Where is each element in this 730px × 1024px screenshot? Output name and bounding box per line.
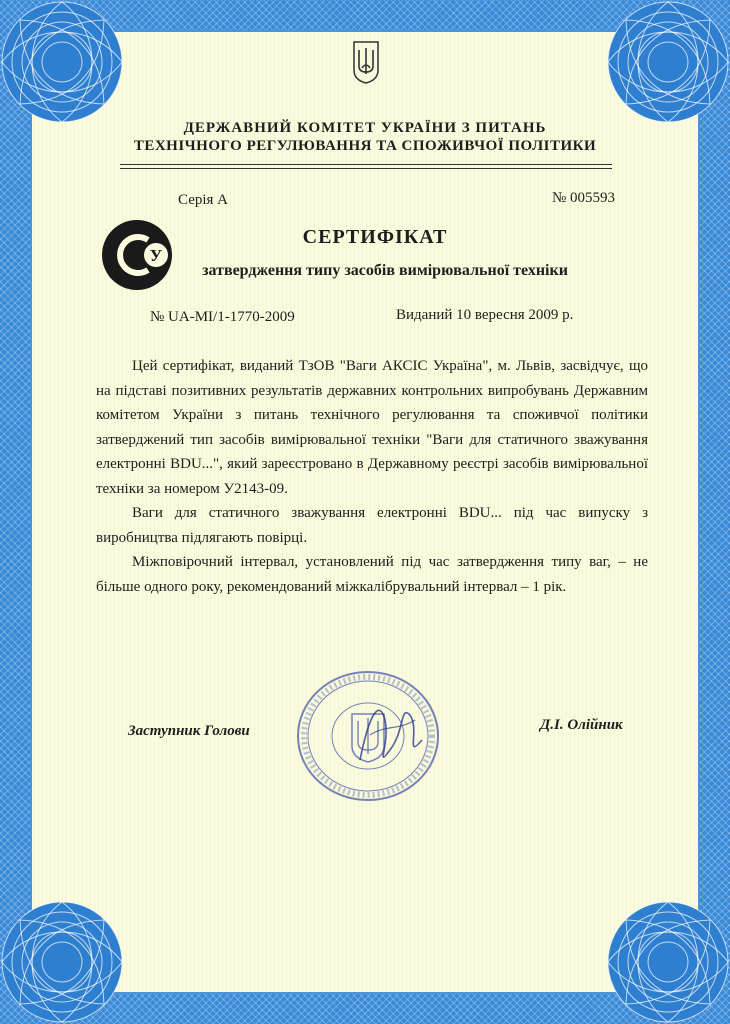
corner-rosette-icon (0, 862, 162, 1024)
certificate-body (96, 354, 648, 599)
signer-title: Заступник Голови (128, 723, 250, 739)
certificate-number: № 005593 (552, 190, 616, 206)
logo-letter: У (149, 246, 163, 265)
corner-rosette-icon (568, 862, 730, 1024)
agency-name-line1: ДЕРЖАВНИЙ КОМІТЕТ УКРАЇНИ З ПИТАНЬ (183, 120, 547, 136)
registration-number: № UA-MI/1-1770-2009 (150, 309, 295, 325)
body-paragraph: Ваги для статичного зважування електронні BDU... під час випуску з виробництва підлягають повірці. (96, 505, 648, 546)
handwritten-signature-icon (350, 690, 430, 780)
certificate-subtitle: затвердження типу засобів вимірювальної техніки (202, 262, 568, 279)
divider (120, 168, 612, 169)
body-paragraph: Цей сертифікат, виданий ТзОВ "Ваги АКСІС Україна", м. Львів, засвідчує, що на підставі позитивних результатів державних контрольних випробувань Державним комітетом України з питань технічного регулювання та споживчої політики затверджений тип засобів вимірювальної техніки "Ваги для статичного зважування електронні BDU...", який зареєстровано в Державному реєстрі засобів вимірювальної техніки за номером У2143-09. (96, 358, 648, 497)
agency-name-line2: ТЕХНІЧНОГО РЕГУЛЮВАННЯ ТА СПОЖИВЧОЇ ПОЛІТИКИ (133, 138, 597, 154)
trident-icon (352, 40, 380, 84)
issue-date: Виданий 10 вересня 2009 р. (396, 307, 574, 323)
divider (120, 164, 612, 165)
body-paragraph: Міжповірочний інтервал, установлений під час затвердження типу ваг, – не більше одного року, рекомендований міжкалібрувальний інтервал – 1 рік. (96, 554, 648, 595)
certificate-title: СЕРТИФІКАТ (302, 226, 448, 248)
signer-name: Д.І. Олійник (540, 717, 623, 733)
certificate-series: Серія А (178, 192, 228, 208)
